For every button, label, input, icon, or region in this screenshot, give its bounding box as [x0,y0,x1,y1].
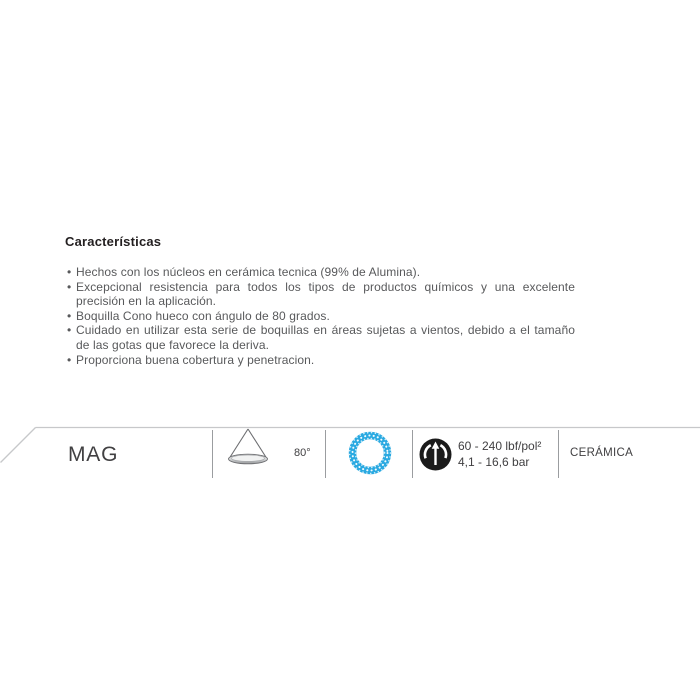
spray-angle-value: 80° [294,447,311,459]
pressure-range [458,439,541,470]
feature-item: • Hechos con los núcleos en cerámica tecnica (99% de Alumina). [76,265,575,280]
pressure-range-psi: 60 - 240 lbf/pol² [458,439,542,453]
spec-bar-rule [0,420,700,470]
feature-item: • Boquilla Cono hueco con ángulo de 80 grados. [76,309,575,324]
divider [325,430,326,478]
divider [212,430,213,478]
dotted-ring-icon [347,430,393,476]
feature-item: • Proporciona buena cobertura y penetracion. [76,353,575,368]
pressure-gauge-icon [419,438,452,471]
feature-item: • Cuidado en utilizar esta serie de boquillas en áreas sujetas a vientos, debido a el tamaño de las gotas que favorece la deriva. [76,323,575,352]
features-section [65,234,575,367]
pressure-range-bar: 4,1 - 16,6 bar [458,454,530,469]
section-heading: Características [65,234,162,249]
divider [558,430,559,478]
material-label: CERÁMICA [570,447,634,459]
feature-item: • Excepcional resistencia para todos los tipos de productos químicos y una excelente precisión en la aplicación. [76,280,575,309]
hollow-cone-icon [226,427,270,467]
model-name: MAG [68,443,119,466]
features-list [65,265,575,367]
divider [412,430,413,478]
